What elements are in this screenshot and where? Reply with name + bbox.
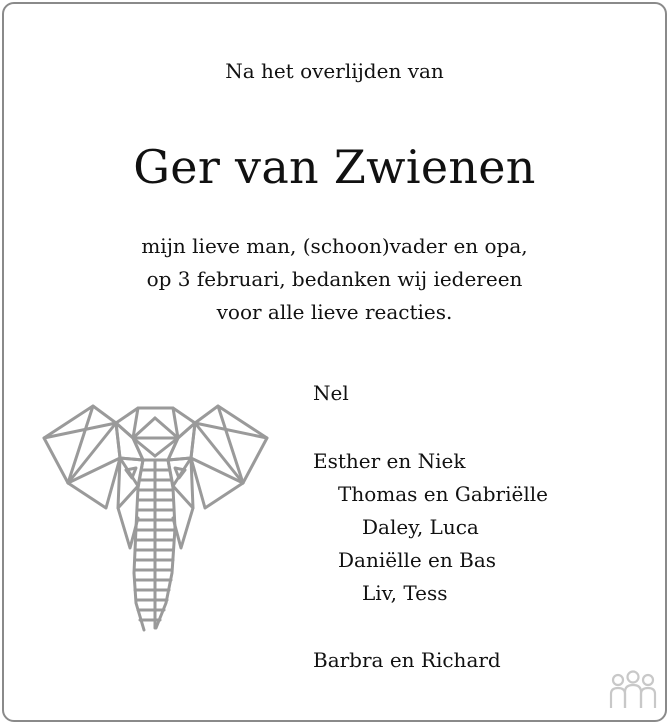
message-text — [0, 230, 669, 329]
family-member: Thomas en Gabriëlle — [338, 482, 548, 506]
family-member: Liv, Tess — [362, 581, 448, 605]
intro-line: Na het overlijden van — [225, 59, 444, 83]
family-spouse: Nel — [313, 381, 349, 405]
message-line: mijn lieve man, (schoon)vader en opa, — [141, 234, 528, 258]
family-member-last: Barbra en Richard — [313, 648, 501, 672]
family-member: Esther en Niek — [313, 449, 466, 473]
family-member: Daley, Luca — [362, 515, 479, 539]
deceased-name: Ger van Zwienen — [133, 140, 536, 194]
people-group-logo-icon — [608, 670, 658, 710]
family-member: Daniëlle en Bas — [338, 548, 497, 572]
elephant-line-art-icon — [38, 398, 273, 638]
message-line: op 3 februari, bedanken wij iedereen — [146, 267, 523, 291]
message-line: voor alle lieve reacties. — [216, 300, 453, 324]
